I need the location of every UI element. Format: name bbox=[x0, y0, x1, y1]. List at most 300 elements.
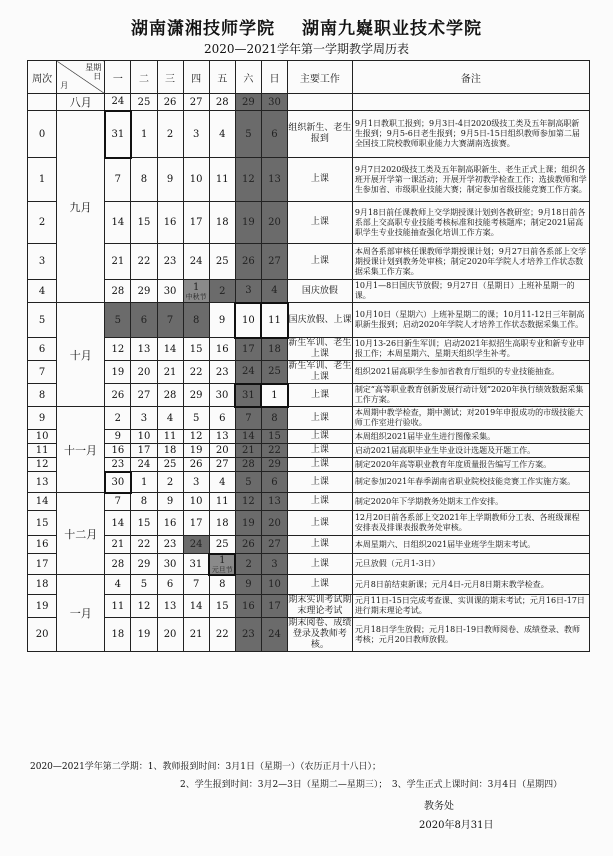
week-number: 8 bbox=[28, 384, 57, 407]
day-number: 28 bbox=[111, 285, 125, 297]
day-number: 17 bbox=[137, 445, 151, 456]
remarks-cell: 本周各系部审核任课教师学期授课计划；9月27日前各系部上交学期授课计划到教务处审核；制定2020年学院人才培养工作状态数据采集工作方案。 bbox=[352, 244, 589, 280]
day-cell bbox=[235, 384, 261, 407]
holiday-tag: 元旦节 bbox=[211, 565, 233, 574]
remarks-cell: 本周组织2021届毕业生进行图像采集。 bbox=[352, 430, 589, 444]
day-number: 26 bbox=[242, 539, 255, 550]
issuing-office: 教务处 bbox=[424, 801, 454, 812]
day-cell bbox=[131, 575, 157, 595]
day-number: 19 bbox=[189, 445, 203, 456]
day-number: 27 bbox=[268, 256, 281, 267]
day-number: 15 bbox=[215, 600, 229, 612]
day-number: 1 bbox=[192, 281, 200, 293]
day-cell bbox=[131, 554, 157, 575]
day-cell bbox=[131, 444, 157, 458]
day-cell bbox=[261, 407, 287, 430]
day-cell bbox=[209, 554, 235, 575]
day-number: 25 bbox=[215, 538, 229, 550]
week-row bbox=[28, 444, 590, 458]
day-cell bbox=[157, 536, 183, 554]
remarks-cell bbox=[352, 94, 589, 111]
day-number: 11 bbox=[111, 600, 125, 612]
day-cell bbox=[209, 444, 235, 458]
day-number: 14 bbox=[111, 517, 125, 529]
calendar-body bbox=[28, 94, 590, 652]
diagonal-header bbox=[57, 61, 105, 94]
day-number: 25 bbox=[268, 366, 281, 378]
day-cell bbox=[131, 280, 157, 303]
day-number: 20 bbox=[215, 445, 229, 456]
day-cell bbox=[235, 536, 261, 554]
day-cell bbox=[157, 407, 183, 430]
week-number: 14 bbox=[28, 493, 57, 511]
month-label: 十月 bbox=[57, 303, 105, 407]
day-cell bbox=[105, 280, 131, 303]
week-row bbox=[28, 361, 590, 384]
day-number: 2 bbox=[114, 412, 122, 424]
week-row bbox=[28, 158, 590, 202]
day-cell bbox=[131, 158, 157, 202]
day-cell bbox=[105, 536, 131, 554]
day-cell bbox=[157, 493, 183, 511]
day-cell bbox=[157, 111, 183, 158]
day-cell bbox=[183, 458, 209, 472]
day-number: 23 bbox=[215, 366, 229, 378]
day-cell bbox=[157, 280, 183, 303]
day-cell bbox=[235, 575, 261, 595]
day-cell bbox=[131, 303, 157, 338]
day-number: 29 bbox=[189, 389, 203, 401]
day-cell bbox=[235, 511, 261, 536]
day-number: 30 bbox=[111, 476, 125, 488]
document-title bbox=[0, 14, 613, 39]
day-number: 13 bbox=[215, 431, 229, 442]
day-cell bbox=[209, 361, 235, 384]
week-row bbox=[28, 511, 590, 536]
day-header-sat: 六 bbox=[235, 61, 261, 94]
day-cell bbox=[235, 472, 261, 493]
week-row bbox=[28, 618, 590, 652]
day-cell bbox=[235, 444, 261, 458]
day-header-sun: 日 bbox=[261, 61, 287, 94]
footer-line-1: 2020—2021学年第二学期：1、教师报到时间：3月1日（星期一）（农历正月十八日）； bbox=[30, 762, 381, 772]
day-number: 30 bbox=[215, 389, 229, 401]
week-row bbox=[28, 458, 590, 472]
day-number: 13 bbox=[137, 343, 151, 355]
day-number: 5 bbox=[245, 476, 252, 488]
day-number: 18 bbox=[215, 517, 229, 529]
day-cell bbox=[235, 407, 261, 430]
day-cell bbox=[105, 303, 131, 338]
day-number: 16 bbox=[111, 445, 125, 456]
holiday-tag: 中秋节 bbox=[185, 292, 207, 301]
day-number: 27 bbox=[189, 96, 203, 108]
day-cell bbox=[209, 472, 235, 493]
day-cell bbox=[183, 280, 209, 303]
month-label: 八月 bbox=[57, 94, 105, 111]
day-cell bbox=[261, 575, 287, 595]
remarks-cell: 制定2020年下学期教务处期末工作安排。 bbox=[352, 493, 589, 511]
main-work: 新生军训、老生上课 bbox=[288, 338, 352, 359]
day-cell bbox=[261, 595, 287, 618]
day-number: 21 bbox=[163, 366, 177, 378]
day-number: 24 bbox=[242, 366, 255, 378]
day-cell bbox=[183, 444, 209, 458]
day-number: 10 bbox=[242, 314, 255, 326]
day-number: 14 bbox=[242, 431, 255, 442]
remarks-cell: 10月13-26日新生军训；启动2021年拟招生高职专业和新专业申报工作；本周星期六、星期天组织学生补考。 bbox=[352, 338, 589, 361]
day-number: 23 bbox=[242, 629, 255, 640]
day-cell bbox=[209, 158, 235, 202]
day-number: 18 bbox=[215, 217, 229, 228]
day-cell bbox=[209, 575, 235, 595]
day-number: 22 bbox=[189, 366, 203, 378]
day-number: 16 bbox=[163, 517, 177, 529]
day-cell bbox=[261, 158, 287, 202]
day-number: 4 bbox=[219, 476, 226, 488]
day-number: 18 bbox=[111, 629, 125, 640]
day-number: 31 bbox=[189, 558, 203, 570]
day-cell bbox=[261, 111, 287, 158]
main-work: 上课 bbox=[288, 554, 353, 575]
month-label: 一月 bbox=[57, 575, 105, 652]
day-number: 9 bbox=[218, 314, 226, 326]
week-number: 12 bbox=[28, 458, 57, 472]
day-cell bbox=[261, 554, 287, 575]
day-number: 20 bbox=[137, 366, 151, 378]
day-cell bbox=[235, 338, 261, 361]
week-row bbox=[28, 554, 590, 575]
day-number: 28 bbox=[215, 96, 229, 108]
day-number: 26 bbox=[111, 389, 125, 401]
teaching-calendar-table bbox=[27, 60, 590, 652]
day-number: 12 bbox=[189, 431, 203, 442]
school-name-left: 湖南潇湘技师学院 bbox=[131, 19, 276, 39]
month-label: 十二月 bbox=[57, 493, 105, 575]
day-number: 24 bbox=[111, 96, 125, 108]
week-number: 5 bbox=[28, 303, 57, 338]
day-cell bbox=[261, 280, 287, 303]
day-cell bbox=[261, 493, 287, 511]
day-number: 27 bbox=[215, 459, 229, 470]
week-header: 周次 bbox=[28, 61, 57, 94]
day-cell bbox=[131, 384, 157, 407]
day-cell bbox=[209, 384, 235, 407]
day-number: 22 bbox=[137, 256, 151, 267]
remarks-cell: 10月1—8日国庆节放假；9月27日（星期日）上班补星期一的课。 bbox=[352, 280, 589, 303]
day-number: 8 bbox=[271, 412, 278, 424]
day-cell bbox=[261, 303, 287, 338]
day-cell bbox=[105, 575, 131, 595]
day-number: 22 bbox=[137, 539, 151, 550]
day-number: 25 bbox=[163, 459, 177, 470]
day-cell bbox=[105, 158, 131, 202]
day-number: 1 bbox=[141, 476, 148, 488]
day-cell bbox=[209, 338, 235, 361]
day-cell bbox=[157, 430, 183, 444]
main-work: 国庆放假 bbox=[288, 280, 353, 303]
day-cell bbox=[105, 444, 131, 458]
week-row bbox=[28, 493, 590, 511]
day-header-thu: 四 bbox=[183, 61, 209, 94]
day-cell bbox=[157, 94, 183, 111]
remarks-cell: 制定2020年高等职业教育年度质量报告编写工作方案。 bbox=[352, 458, 589, 472]
day-cell bbox=[131, 536, 157, 554]
week-row bbox=[28, 111, 590, 158]
month-label: 十一月 bbox=[57, 407, 105, 493]
day-number: 18 bbox=[268, 343, 281, 355]
day-cell bbox=[131, 493, 157, 511]
week-row bbox=[28, 536, 590, 554]
day-number: 7 bbox=[114, 496, 122, 508]
day-cell bbox=[183, 303, 209, 338]
day-cell bbox=[183, 384, 209, 407]
day-number: 4 bbox=[271, 285, 278, 297]
day-number: 22 bbox=[268, 445, 281, 456]
day-cell bbox=[183, 430, 209, 444]
day-cell bbox=[261, 94, 287, 111]
day-number: 10 bbox=[189, 174, 203, 185]
day-cell bbox=[235, 554, 261, 575]
day-cell bbox=[235, 458, 261, 472]
day-cell bbox=[183, 511, 209, 536]
month-label: 九月 bbox=[57, 111, 105, 303]
day-number: 15 bbox=[137, 517, 151, 529]
work-header: 主要工作 bbox=[288, 61, 353, 94]
day-number: 28 bbox=[242, 459, 255, 470]
day-number: 17 bbox=[268, 600, 281, 612]
day-number: 6 bbox=[271, 476, 278, 488]
day-number: 11 bbox=[163, 431, 177, 442]
day-number: 29 bbox=[137, 285, 151, 297]
day-cell bbox=[261, 338, 287, 361]
day-header-mon: 一 bbox=[105, 61, 131, 94]
day-number: 29 bbox=[242, 96, 255, 108]
main-work: 上课 bbox=[288, 407, 353, 430]
remarks-cell: 制定“高等职业教育创新发展行动计划”2020年执行绩效数据采集工作方案。 bbox=[352, 384, 589, 407]
day-cell bbox=[209, 280, 235, 303]
day-cell bbox=[235, 202, 261, 244]
day-cell bbox=[105, 361, 131, 384]
day-cell bbox=[131, 511, 157, 536]
day-cell bbox=[235, 94, 261, 111]
day-number: 28 bbox=[111, 558, 125, 570]
day-number: 6 bbox=[271, 128, 278, 140]
day-cell bbox=[261, 444, 287, 458]
week-number: 17 bbox=[28, 554, 57, 575]
week-number: 15 bbox=[28, 511, 57, 536]
week-row bbox=[28, 595, 590, 618]
day-cell bbox=[209, 430, 235, 444]
day-cell bbox=[105, 618, 131, 652]
day-cell bbox=[105, 244, 131, 280]
day-cell bbox=[209, 536, 235, 554]
day-cell bbox=[183, 493, 209, 511]
day-cell bbox=[131, 458, 157, 472]
day-number: 14 bbox=[111, 217, 125, 228]
day-number: 5 bbox=[140, 579, 148, 590]
day-cell bbox=[105, 111, 131, 158]
day-cell bbox=[261, 430, 287, 444]
day-number: 9 bbox=[166, 174, 174, 185]
day-number: 8 bbox=[140, 174, 148, 185]
week-number: 3 bbox=[28, 244, 57, 280]
day-number: 27 bbox=[137, 389, 151, 401]
day-cell bbox=[131, 430, 157, 444]
day-cell bbox=[235, 303, 261, 338]
day-cell bbox=[183, 158, 209, 202]
day-cell bbox=[183, 407, 209, 430]
day-number: 8 bbox=[140, 496, 148, 507]
day-cell bbox=[157, 202, 183, 244]
day-number: 5 bbox=[245, 128, 252, 140]
day-number: 7 bbox=[114, 174, 122, 186]
day-cell bbox=[157, 575, 183, 595]
week-number: 9 bbox=[28, 407, 57, 430]
day-number: 26 bbox=[163, 96, 177, 108]
day-header-wed: 三 bbox=[157, 61, 183, 94]
main-work: 上课 bbox=[288, 536, 353, 554]
day-number: 30 bbox=[163, 558, 177, 570]
day-number: 27 bbox=[268, 539, 281, 550]
day-number: 26 bbox=[189, 459, 203, 470]
day-number: 12 bbox=[242, 174, 255, 185]
week-number: 13 bbox=[28, 472, 57, 493]
footer-line-2: 2、学生报到时间：3月2—3日（星期二—星期三）； 3、学生正式上课时间：3月4日（星期四） bbox=[180, 780, 563, 790]
day-number: 10 bbox=[137, 431, 151, 442]
week-number: 2 bbox=[28, 202, 57, 244]
remarks-header: 备注 bbox=[352, 61, 589, 94]
day-cell bbox=[131, 407, 157, 430]
header-row bbox=[28, 61, 590, 94]
main-work: 上课 bbox=[288, 430, 353, 444]
day-number: 24 bbox=[268, 629, 281, 640]
main-work: 上课 bbox=[288, 511, 353, 536]
day-number: 21 bbox=[189, 629, 203, 640]
main-work: 上课 bbox=[288, 202, 353, 244]
remarks-cell: 制定参加2021年春季湖南省职业院校技能竞赛工作实施方案。 bbox=[352, 472, 589, 493]
day-number: 2 bbox=[166, 476, 174, 488]
day-cell bbox=[183, 618, 209, 652]
day-number: 30 bbox=[163, 285, 177, 297]
remarks-cell: 组织2021届高职学生参加省教育厅组织的专业技能抽查。 bbox=[352, 361, 589, 384]
day-cell bbox=[235, 430, 261, 444]
day-number: 3 bbox=[192, 476, 200, 488]
remarks-cell: 本周星期六、日组织2021届毕业班学生期末考试。 bbox=[352, 536, 589, 554]
day-number: 1 bbox=[271, 389, 278, 401]
day-number: 24 bbox=[137, 459, 151, 470]
day-cell bbox=[209, 94, 235, 111]
week-number: 19 bbox=[28, 595, 57, 618]
day-cell bbox=[157, 511, 183, 536]
week-number: 7 bbox=[28, 361, 57, 384]
day-cell bbox=[157, 361, 183, 384]
day-cell bbox=[157, 458, 183, 472]
day-cell bbox=[105, 407, 131, 430]
week-row bbox=[28, 303, 590, 338]
day-number: 10 bbox=[268, 579, 281, 590]
day-cell bbox=[209, 111, 235, 158]
week-row bbox=[28, 202, 590, 244]
day-number: 16 bbox=[242, 600, 255, 612]
week-row bbox=[28, 472, 590, 493]
day-number: 2 bbox=[219, 285, 226, 297]
remarks-cell: 启动2021届高职毕业生毕业设计选题及开题工作。 bbox=[352, 444, 589, 458]
day-number: 9 bbox=[166, 496, 174, 507]
day-number: 15 bbox=[137, 217, 151, 228]
day-cell bbox=[235, 595, 261, 618]
day-number: 19 bbox=[137, 629, 151, 640]
day-cell bbox=[209, 618, 235, 652]
day-cell bbox=[261, 384, 287, 407]
day-number: 12 bbox=[137, 600, 151, 612]
day-cell bbox=[183, 338, 209, 361]
day-cell bbox=[157, 303, 183, 338]
day-cell bbox=[131, 472, 157, 493]
day-number: 3 bbox=[245, 285, 252, 297]
day-cell bbox=[183, 244, 209, 280]
day-cell bbox=[157, 618, 183, 652]
day-cell bbox=[209, 458, 235, 472]
day-cell bbox=[105, 595, 131, 618]
day-number: 18 bbox=[163, 445, 177, 456]
day-cell bbox=[261, 472, 287, 493]
week-number: 0 bbox=[28, 111, 57, 158]
main-work: 期末阅卷、成绩登录及教师考核。 bbox=[288, 618, 352, 650]
day-cell bbox=[235, 244, 261, 280]
day-cell bbox=[183, 202, 209, 244]
day-number: 20 bbox=[268, 517, 281, 529]
day-number: 6 bbox=[219, 412, 226, 424]
day-number: 11 bbox=[268, 314, 281, 326]
day-cell bbox=[183, 595, 209, 618]
day-number: 25 bbox=[137, 96, 151, 108]
day-number: 17 bbox=[189, 517, 203, 529]
day-cell bbox=[131, 94, 157, 111]
day-cell bbox=[105, 338, 131, 361]
day-number: 6 bbox=[166, 579, 174, 590]
day-number: 13 bbox=[268, 496, 281, 507]
day-cell bbox=[157, 158, 183, 202]
day-cell bbox=[209, 244, 235, 280]
remarks-cell: 9月7日2020级技工类及五年制高职新生、老生正式上课；组织各班开展开学第一课活动；开展开学初教学检查工作；选拔教师和学生参加省、市级职业技能大赛；制定参加省级技能竞赛工作方案。 bbox=[352, 158, 589, 202]
remarks-cell: 本周期中教学检查，期中测试；对2019年申报成功的市级技能大师工作室进行验收。 bbox=[352, 407, 589, 430]
day-cell bbox=[105, 202, 131, 244]
day-number: 7 bbox=[192, 579, 200, 590]
diag-weekday-label: 星期 日 bbox=[85, 63, 102, 81]
day-number: 4 bbox=[219, 128, 226, 140]
day-number: 31 bbox=[111, 128, 125, 140]
day-number: 19 bbox=[111, 366, 125, 378]
day-number: 8 bbox=[219, 579, 226, 591]
week-row bbox=[28, 407, 590, 430]
day-number: 30 bbox=[268, 96, 281, 108]
main-work bbox=[288, 94, 353, 111]
day-cell bbox=[261, 244, 287, 280]
day-cell bbox=[209, 303, 235, 338]
day-number: 23 bbox=[163, 256, 177, 267]
main-work: 上课 bbox=[288, 158, 353, 202]
remarks-cell: 12月20日前各系部上交2021年上学期教师分工表、各班级课程安排表及排课表报教务处审核。 bbox=[352, 511, 589, 536]
day-header-tue: 二 bbox=[131, 61, 157, 94]
day-cell bbox=[261, 618, 287, 652]
day-cell bbox=[105, 384, 131, 407]
week-row bbox=[28, 575, 590, 595]
day-cell bbox=[209, 595, 235, 618]
main-work: 上课 bbox=[288, 493, 353, 511]
day-number: 24 bbox=[189, 539, 203, 550]
day-number: 4 bbox=[114, 579, 122, 590]
